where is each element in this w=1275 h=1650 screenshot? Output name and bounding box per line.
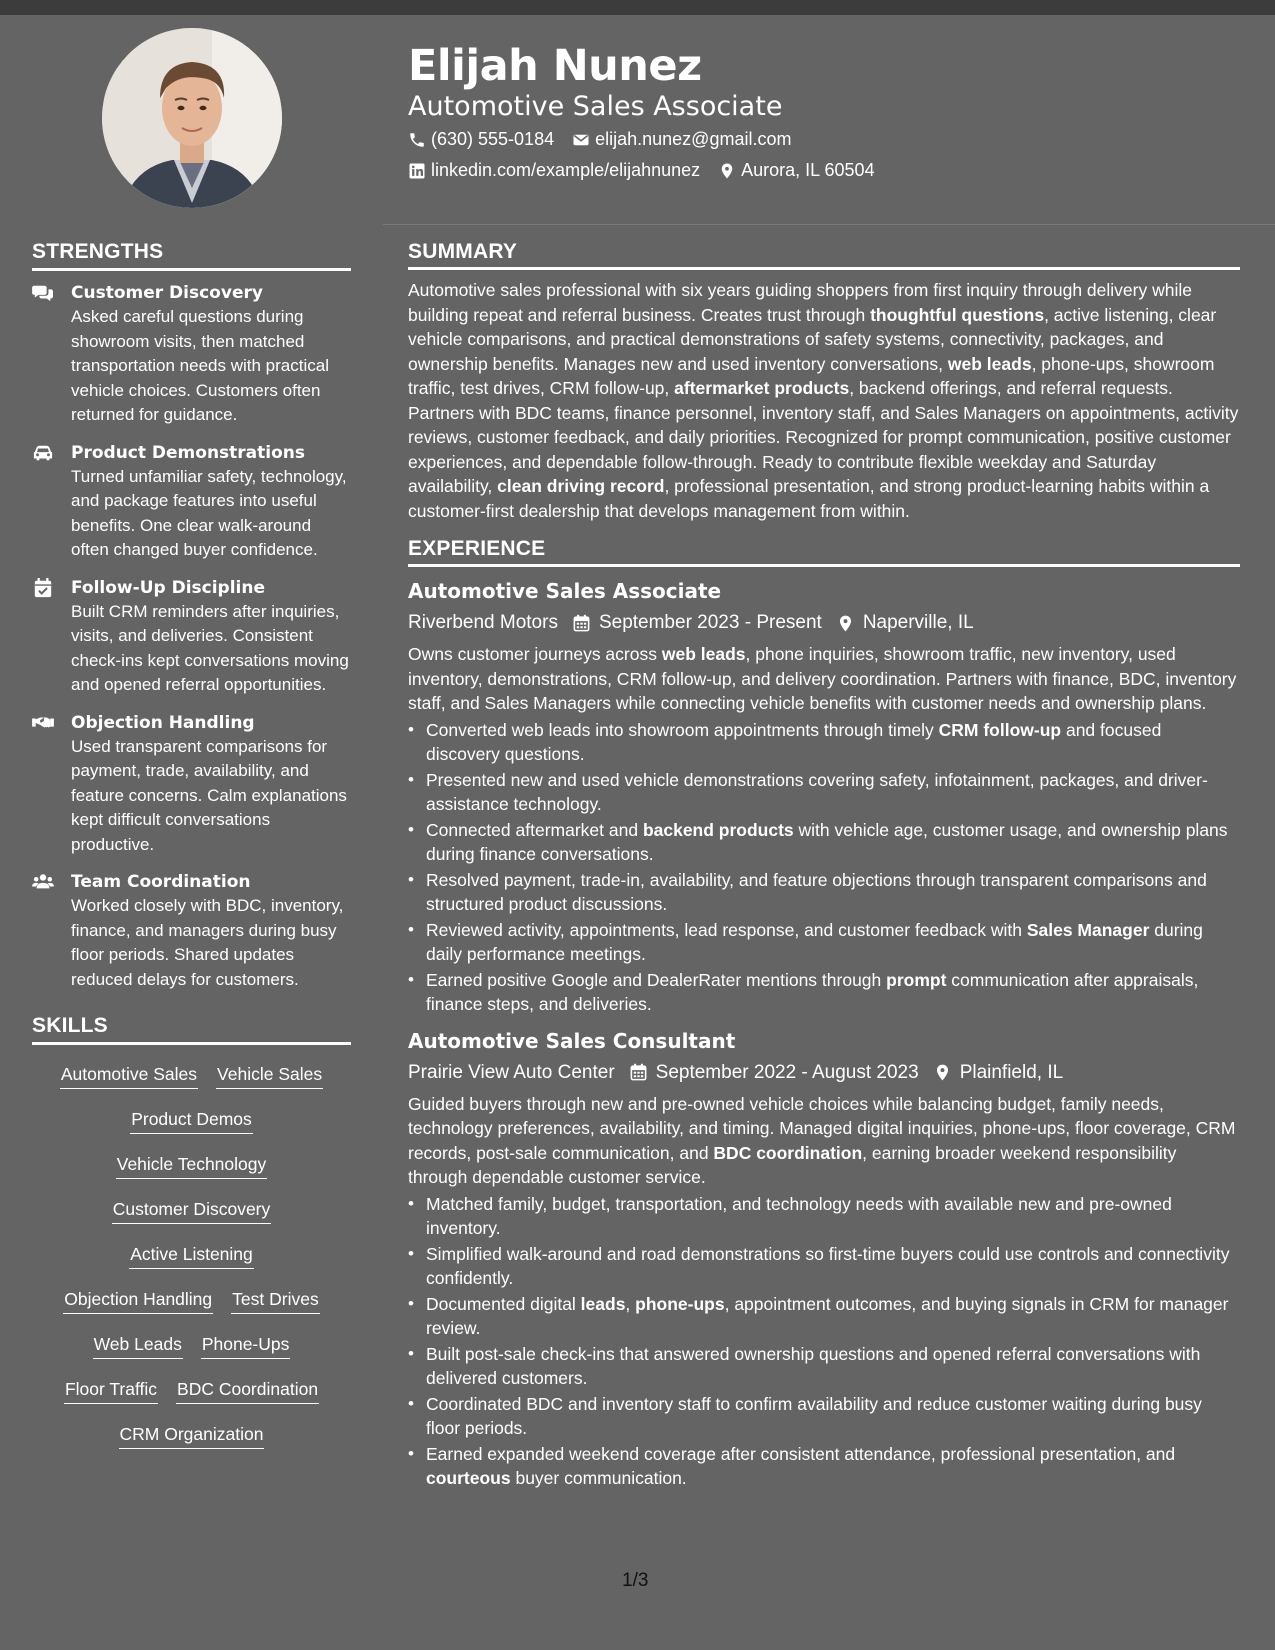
location-text: Naperville, IL <box>862 612 974 633</box>
bold-text: CRM follow-up <box>938 719 1062 740</box>
bold-text: web leads <box>947 353 1032 374</box>
skill-row <box>32 1098 351 1143</box>
bold-text: web leads <box>661 644 746 664</box>
job-meta <box>408 1057 1240 1089</box>
text-segment: , backend offerings, and referral requests. Partners with BDC teams, finance personnel, inventory staff, and Sales Managers on appointments, activity reviews, customer feedback, and daily priorities. Recognized for prompt communication, positive customer experiences, and dependable follow-through. Ready to contribute flexible weekday and Saturday availability, <box>408 378 1239 496</box>
job-location <box>836 607 974 639</box>
skill-tag: Product Demos <box>130 1108 253 1134</box>
text-segment: Presented new and used vehicle demonstrations covering safety, infotainment, packages, and driver-assistance technology. <box>426 769 1208 814</box>
strength-item <box>32 281 351 428</box>
text-segment: , professional presentation, and strong product-learning habits within a customer-first dealership that develops management from within. <box>408 476 1210 521</box>
skill-tag: Objection Handling <box>63 1288 213 1314</box>
skill-tag: Active Listening <box>129 1243 254 1269</box>
skills-list <box>32 1053 351 1458</box>
skill-tag: CRM Organization <box>119 1423 265 1449</box>
company-text: Prairie View Auto Center <box>408 1061 615 1083</box>
text-segment: Simplified walk-around and road demonstrations so first-time buyers could use controls and connectivity confidently. <box>426 1243 1230 1288</box>
linkedin-text[interactable]: linkedin.com/example/elijahnunez <box>431 160 701 180</box>
strength-title: Product Demonstrations <box>71 442 306 463</box>
email-text[interactable]: elijah.nunez@gmail.com <box>595 129 792 149</box>
candidate-title: Automotive Sales Associate <box>408 91 783 122</box>
strength-title: Customer Discovery <box>71 283 263 303</box>
skill-tag: BDC Coordination <box>176 1378 319 1404</box>
skill-tag: Vehicle Sales <box>216 1063 323 1089</box>
text-segment: Earned positive Google and DealerRater mentions through <box>426 969 887 990</box>
location-text: Plainfield, IL <box>959 1061 1064 1083</box>
skill-row <box>32 1233 351 1278</box>
summary-text <box>408 278 1240 523</box>
skill-row <box>32 1143 351 1188</box>
text-segment: , active listening, clear vehicle comparisons, and practical demonstrations of safety systems, connectivity, packages, and ownership benefits. Manages new and used inventory conversations, <box>408 304 1217 374</box>
bold-text: Sales Manager <box>1026 919 1150 940</box>
text-segment: Documented digital <box>426 1293 581 1314</box>
text-segment: , appointment outcomes, and buying signals in CRM for manager review. <box>426 1293 1229 1338</box>
text-segment: communication after appraisals, finance steps, and deliveries. <box>426 969 1199 1014</box>
envelope-icon <box>572 131 590 149</box>
text-segment: , earning broader weekend responsibility through dependable customer service. <box>408 1142 1177 1187</box>
bold-text: leads <box>580 1293 626 1314</box>
strength-item <box>32 441 351 563</box>
linkedin-contact[interactable] <box>408 155 700 186</box>
skill-row <box>32 1413 351 1458</box>
text-segment: Converted web leads into showroom appointments through timely <box>426 719 939 740</box>
profile-photo <box>102 28 282 208</box>
job-entry <box>408 1027 1240 1491</box>
map-pin-icon <box>933 1063 952 1082</box>
strength-item <box>32 576 351 698</box>
strength-description: Worked closely with BDC, inventory, finance, and managers during busy floor periods. Shared updates reduced delays for customers. <box>71 896 344 989</box>
strength-title: Follow-Up Discipline <box>71 577 266 598</box>
phone-contact <box>408 124 554 155</box>
text-segment: and focused discovery questions. <box>426 719 1162 764</box>
job-meta <box>408 607 1240 639</box>
company-text: Riverbend Motors <box>408 612 558 633</box>
text-segment: , phone inquiries, showroom traffic, new inventory, used inventory, demonstrations, CRM follow-up, and delivery coordination. Partners with finance, BDC, inventory staff, and Sales Managers while connecting vehicle benefits with customer needs and ownership plans. <box>408 644 1237 713</box>
strength-item <box>32 711 351 858</box>
map-pin-icon <box>836 614 855 633</box>
job-dates <box>572 607 822 639</box>
bold-text: aftermarket products <box>674 378 850 398</box>
skill-row <box>32 1053 351 1098</box>
skill-tag: Customer Discovery <box>112 1198 272 1224</box>
company-name <box>408 1057 615 1089</box>
job-description <box>408 1092 1240 1190</box>
skill-tag: Web Leads <box>93 1333 183 1359</box>
linkedin-icon <box>408 162 426 180</box>
text-segment: buyer communication. <box>510 1468 687 1488</box>
skill-row <box>32 1188 351 1233</box>
right-column <box>408 240 1240 1492</box>
top-bar <box>0 0 1275 15</box>
location-contact <box>718 155 874 186</box>
bold-text: BDC coordination <box>713 1142 863 1163</box>
skill-tag: Vehicle Technology <box>116 1153 268 1179</box>
skills-heading: SKILLS <box>32 1014 351 1045</box>
bullet-item <box>408 868 1240 917</box>
text-segment: Guided buyers through new and pre-owned vehicle choices while balancing budget, family needs, technology preferences, availability, and timing. Managed digital inquiries, phone-ups, floor coverage, CRM records, post-sale communication, and <box>408 1093 1236 1163</box>
bold-text: courteous <box>426 1468 511 1488</box>
job-title: Automotive Sales Consultant <box>408 1028 736 1053</box>
bullet-item <box>408 818 1240 867</box>
strengths-list <box>32 281 351 992</box>
text-segment: Owns customer journeys across <box>408 644 662 664</box>
car-icon <box>32 443 56 463</box>
job-location <box>933 1057 1064 1089</box>
skill-row <box>32 1368 351 1413</box>
strength-title: Objection Handling <box>71 712 255 733</box>
text-segment: Connected aftermarket and <box>426 819 643 840</box>
summary-heading: SUMMARY <box>408 240 1240 270</box>
text-segment: Resolved payment, trade-in, availability, and feature objections through transparent comparisons and structured product discussions. <box>426 869 1207 914</box>
left-column <box>32 240 351 1458</box>
strength-description: Used transparent comparisons for payment, trade, availability, and feature concerns. Calm explanations kept difficult conversations productive. <box>71 736 347 854</box>
text-segment: Reviewed activity, appointments, lead response, and customer feedback with <box>426 919 1027 940</box>
bullet-item <box>408 918 1240 967</box>
contact-row-1 <box>408 124 1238 155</box>
contact-row-2 <box>408 155 1238 186</box>
bullet-item <box>408 1242 1240 1291</box>
skill-tag: Phone-Ups <box>201 1333 291 1359</box>
skill-tag: Floor Traffic <box>64 1378 158 1404</box>
dates-text: September 2023 - Present <box>598 612 822 633</box>
text-segment: with vehicle age, customer usage, and ownership plans during finance conversations. <box>426 819 1228 864</box>
candidate-name: Elijah Nunez <box>408 41 702 91</box>
text-segment: Coordinated BDC and inventory staff to confirm availability and reduce customer waiting during busy floor periods. <box>426 1393 1202 1438</box>
job-bullets <box>408 1192 1240 1491</box>
skill-tag: Test Drives <box>231 1288 320 1314</box>
bold-text: phone-ups <box>635 1293 725 1314</box>
job-bullets <box>408 718 1240 1017</box>
map-pin-icon <box>718 162 736 180</box>
skill-row <box>32 1278 351 1323</box>
resume-header <box>408 40 1238 186</box>
text-segment: during daily performance meetings. <box>426 919 1203 964</box>
skill-row <box>32 1323 351 1368</box>
bold-text: clean driving record <box>497 476 665 496</box>
bullet-item <box>408 718 1240 767</box>
bold-text: backend products <box>642 819 794 840</box>
strengths-heading: STRENGTHS <box>32 240 351 271</box>
bullet-item <box>408 1342 1240 1391</box>
text-segment: , phone-ups, showroom traffic, test drives, CRM follow-up, <box>408 353 1215 398</box>
comments-icon <box>32 283 56 303</box>
job-entry <box>408 577 1240 1017</box>
users-icon <box>32 872 56 892</box>
page-number: 1/3 <box>622 1570 649 1591</box>
phone-text: (630) 555-0184 <box>431 129 555 149</box>
bullet-item <box>408 1392 1240 1441</box>
bullet-item <box>408 968 1240 1017</box>
phone-icon <box>408 131 426 149</box>
text-segment: Earned expanded weekend coverage after consistent attendance, professional presentation, and <box>426 1443 1176 1464</box>
bold-text: prompt <box>886 969 947 990</box>
job-description <box>408 642 1240 716</box>
bold-text: thoughtful questions <box>870 304 1045 325</box>
text-segment: Matched family, budget, transportation, and technology needs with available new and pre-owned inventory. <box>426 1193 1172 1238</box>
bullet-item <box>408 1292 1240 1341</box>
calendar-icon <box>572 614 591 633</box>
strength-description: Asked careful questions during showroom visits, then matched transportation needs with practical vehicle choices. Customers often returned for guidance. <box>71 307 329 424</box>
strength-item <box>32 870 351 992</box>
text-segment: Automotive sales professional with six years guiding shoppers from first inquiry through delivery while building repeat and referral business. Creates trust through <box>408 280 1192 325</box>
calendar-icon <box>629 1063 648 1082</box>
email-contact[interactable] <box>572 124 791 155</box>
location-text: Aurora, IL 60504 <box>741 160 875 180</box>
bullet-item <box>408 1192 1240 1241</box>
bullet-item <box>408 1442 1240 1491</box>
experience-list <box>408 577 1240 1491</box>
skill-tag: Automotive Sales <box>60 1063 198 1089</box>
calendar-check-icon <box>32 578 56 598</box>
company-name <box>408 607 558 639</box>
text-segment: , <box>625 1293 636 1314</box>
job-dates <box>629 1057 919 1089</box>
job-title: Automotive Sales Associate <box>408 579 722 603</box>
bullet-item <box>408 768 1240 817</box>
strength-title: Team Coordination <box>71 872 251 892</box>
strength-description: Built CRM reminders after inquiries, visits, and deliveries. Consistent check-ins kept conversations moving and opened referral opportunities. <box>71 601 349 694</box>
strength-description: Turned unfamiliar safety, technology, and package features into useful benefits. One clear walk-around often changed buyer confidence. <box>71 466 347 559</box>
text-segment: Built post-sale check-ins that answered ownership questions and opened referral conversations with delivered customers. <box>426 1343 1201 1388</box>
handshake-icon <box>32 713 56 733</box>
experience-heading: EXPERIENCE <box>408 537 1240 567</box>
header-divider <box>383 224 1275 225</box>
dates-text: September 2022 - August 2023 <box>655 1061 919 1083</box>
